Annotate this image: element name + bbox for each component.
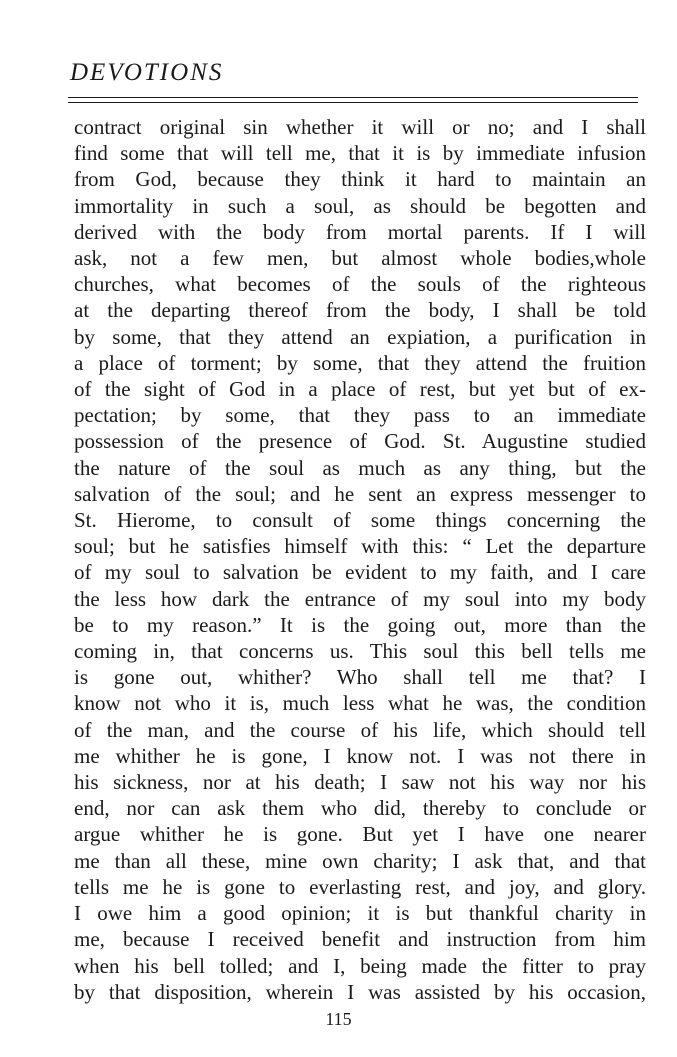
text-line: a place of torment; by some, that they attend the fruition (74, 350, 646, 375)
text-line: St. Hierome, to consult of some things concerning the (74, 508, 646, 533)
text-line: of the man, and the course of his life, which should tell (74, 717, 646, 742)
text-line: at the departing thereof from the body, I shall be told (74, 298, 646, 323)
text-line: soul; but he satisfies himself with this: “ Let the departure (74, 534, 646, 559)
text-line: ask, not a few men, but almost whole bodies,whole (74, 246, 646, 271)
text-line: by that disposition, wherein I was assisted by his occasion, (74, 979, 646, 1004)
header-rule-lower (68, 102, 638, 103)
text-line: the less how dark the entrance of my soul into my body (74, 586, 646, 611)
text-line: immortality in such a soul, as should be begotten and (74, 193, 646, 218)
text-line: end, nor can ask them who did, thereby to conclude or (74, 796, 646, 821)
text-line: derived with the body from mortal parents. If I will (74, 219, 646, 244)
text-line: find some that will tell me, that it is by immediate infusion (74, 141, 646, 166)
text-line: by some, that they attend an expiation, a purification in (74, 324, 646, 349)
text-line: contract original sin whether it will or no; and I shall (74, 115, 646, 139)
text-line: know not who it is, much less what he was, the condition (74, 691, 646, 716)
text-line: pectation; by some, that they pass to an immediate (74, 403, 646, 428)
text-line: the nature of the soul as much as any thing, but the (74, 455, 646, 480)
text-line: coming in, that concerns us. This soul this bell tells me (74, 639, 646, 664)
text-line: of the sight of God in a place of rest, but yet but of ex- (74, 377, 646, 402)
text-line: me, because I received benefit and instruction from him (74, 927, 646, 952)
text-line: from God, because they think it hard to maintain an (74, 167, 646, 192)
text-line: when his bell tolled; and I, being made the fitter to pray (74, 953, 646, 978)
text-line: tells me he is gone to everlasting rest, and joy, and glory. (74, 874, 646, 899)
text-line: argue whither he is gone. But yet I have one nearer (74, 822, 646, 847)
text-line: is gone out, whither? Who shall tell me that? I (74, 665, 646, 690)
text-line: possession of the presence of God. St. Augustine studied (74, 429, 646, 454)
text-line: salvation of the soul; and he sent an express messenger to (74, 481, 646, 506)
text-line: churches, what becomes of the souls of the righteous (74, 272, 646, 297)
header-rule-upper (68, 97, 638, 98)
text-line: of my soul to salvation be evident to my faith, and I care (74, 560, 646, 585)
text-line: his sickness, nor at his death; I saw not his way nor his (74, 770, 646, 795)
body-text (74, 114, 646, 1005)
text-line: me than all these, mine own charity; I ask that, and that (74, 848, 646, 873)
page-number: 115 (325, 1009, 352, 1029)
running-head: DEVOTIONS (70, 59, 224, 86)
text-line: be to my reason.” It is the going out, more than the (74, 612, 646, 637)
text-line: I owe him a good opinion; it is but thankful charity in (74, 901, 646, 926)
text-line: me whither he is gone, I know not. I was not there in (74, 743, 646, 768)
